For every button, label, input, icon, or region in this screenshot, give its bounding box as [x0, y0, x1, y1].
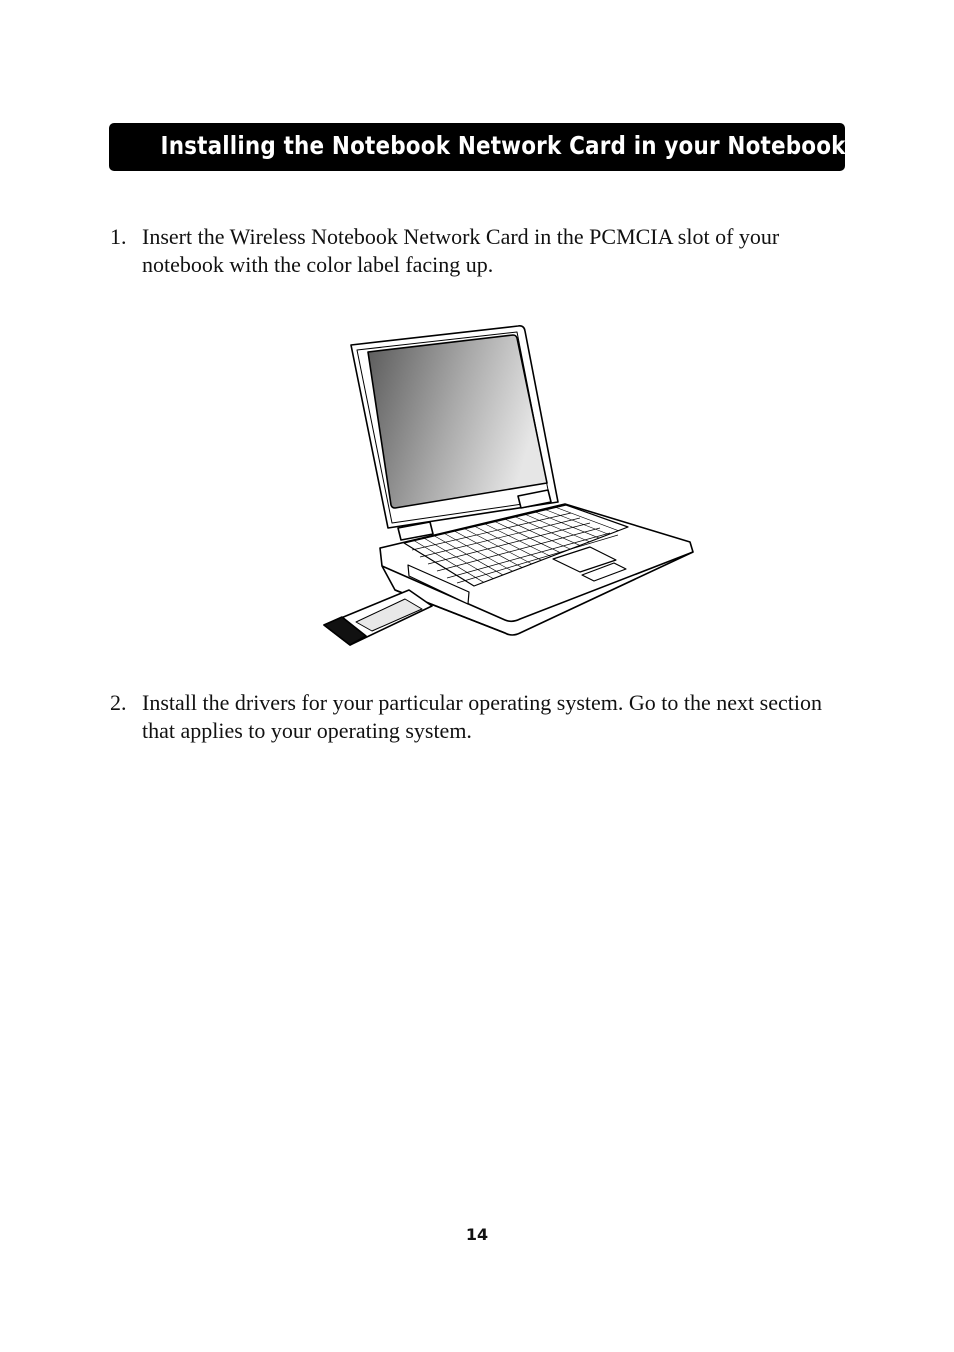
section-title-bar [109, 123, 886, 171]
instruction-step-1 [110, 223, 850, 283]
step-number: 1. [110, 224, 127, 249]
step-number: 2. [110, 690, 127, 715]
laptop-screen [368, 335, 547, 508]
page-number: 14 [465, 1225, 489, 1244]
step-text: Insert the Wireless Notebook Network Card in the PCMCIA slot of your notebook with the color label facing up. [142, 224, 780, 277]
notebook-with-network-card-illustration [318, 318, 698, 652]
section-title: Installing the Notebook Network Card in your Notebook PC [160, 131, 886, 160]
step-text: Install the drivers for your particular operating system. Go to the next section that applies to your operating system. [142, 690, 822, 743]
instruction-step-2 [110, 689, 850, 749]
